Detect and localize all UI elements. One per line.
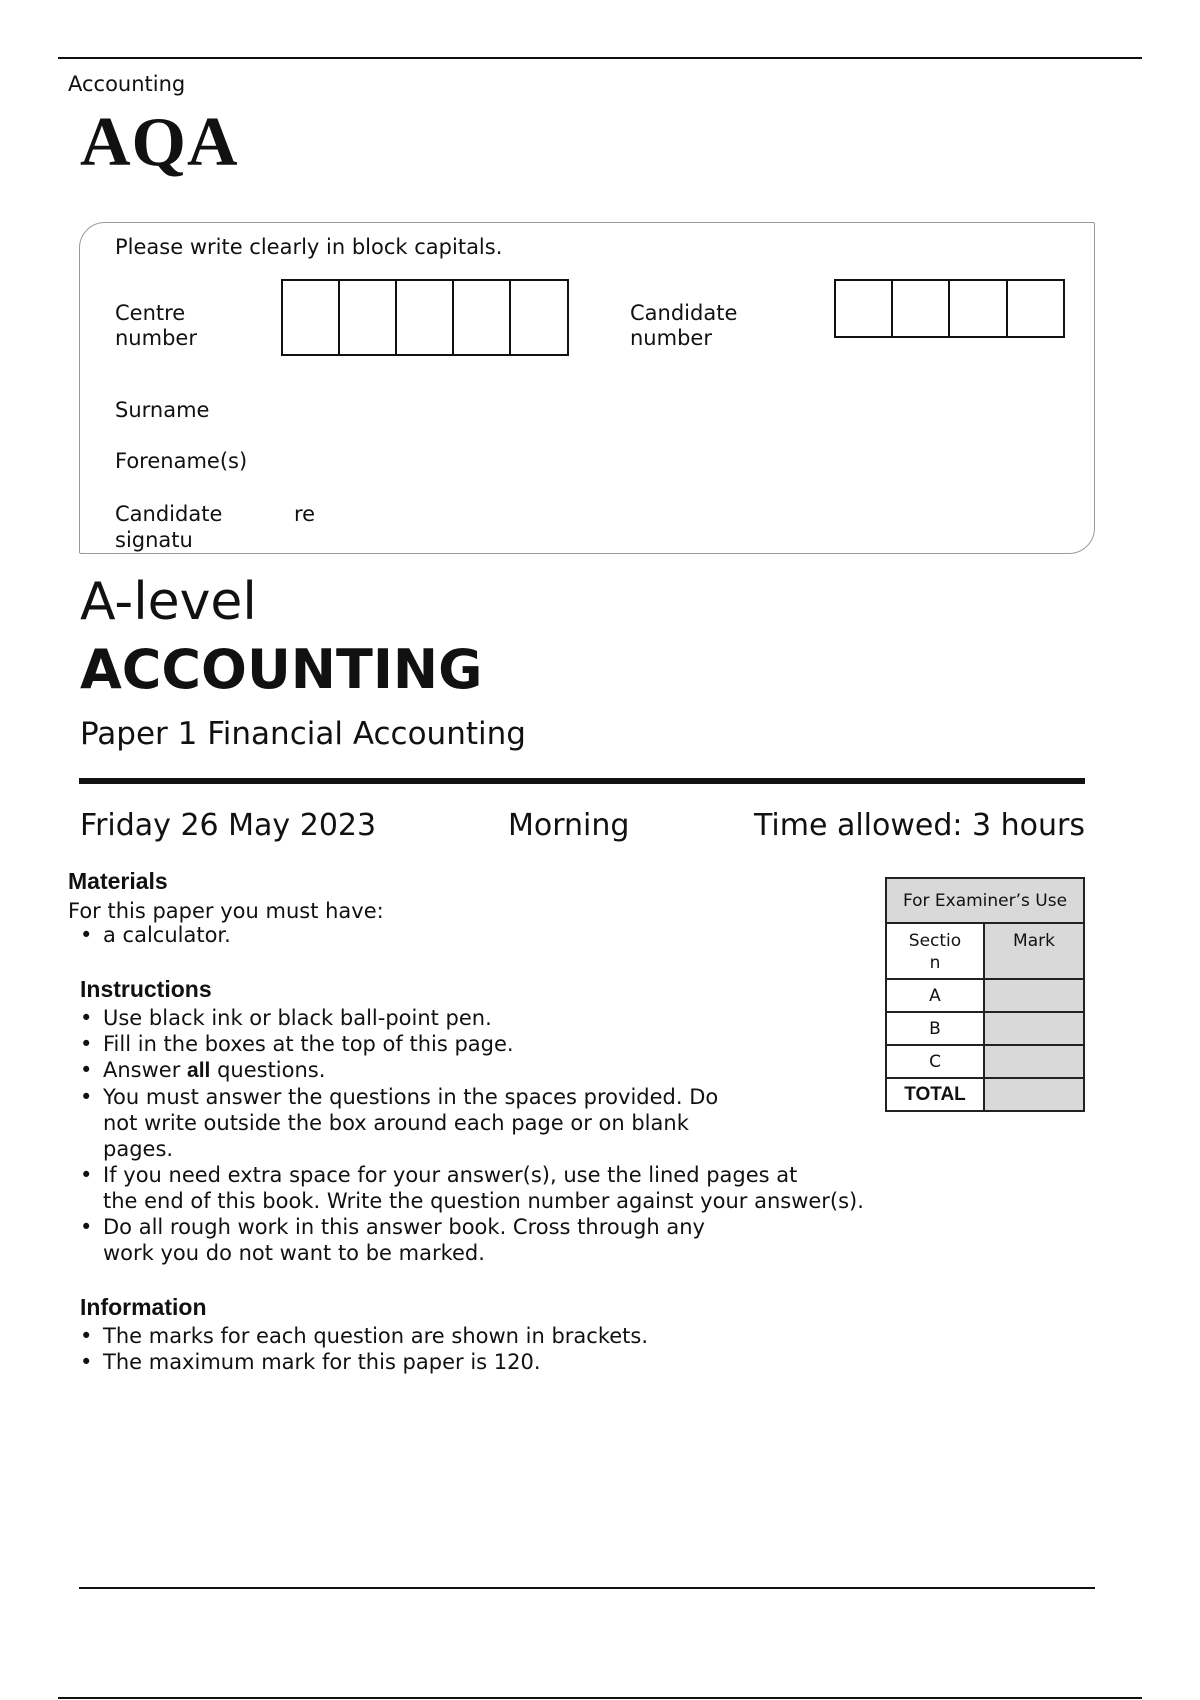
examiners-use-title: For Examiner’s Use [886, 878, 1084, 923]
signature-label: Candidate [115, 502, 223, 526]
mark-cell [984, 1045, 1084, 1078]
materials-list [68, 922, 231, 948]
candidate-number-boxes [834, 279, 1065, 338]
signature-label-fragment: re [294, 502, 316, 526]
exam-date: Friday 26 May 2023 [80, 808, 377, 843]
candidate-number-digit-box[interactable] [950, 281, 1008, 336]
centre-number-digit-box[interactable] [340, 281, 397, 354]
examiners-use-table [885, 877, 1085, 1112]
title-divider [79, 778, 1085, 784]
list-item: • Fill in the boxes at the top of this page. [68, 1031, 968, 1057]
candidate-number-digit-box[interactable] [836, 281, 893, 336]
mark-cell [984, 979, 1084, 1012]
top-rule [58, 57, 1142, 59]
information-list [68, 1323, 648, 1375]
total-mark-cell [984, 1078, 1084, 1111]
time-allowed: Time allowed: 3 hours [753, 808, 1085, 843]
exam-session: Morning [508, 808, 630, 843]
subject-title: ACCOUNTING [80, 638, 483, 701]
forenames-label: Forename(s) [115, 449, 248, 473]
qualification-level: A-level [80, 572, 257, 632]
mark-column-header: Mark [984, 923, 1084, 979]
instructions-list [68, 1005, 968, 1266]
footer-rule [79, 1587, 1095, 1589]
list-item: • The marks for each question are shown in brackets. [68, 1323, 648, 1349]
section-cell: C [886, 1045, 984, 1078]
candidate-number-digit-box[interactable] [893, 281, 950, 336]
section-cell: A [886, 979, 984, 1012]
centre-number-digit-box[interactable] [454, 281, 511, 354]
mark-cell [984, 1012, 1084, 1045]
total-label: TOTAL [886, 1078, 984, 1111]
paper-title: Paper 1 Financial Accounting [80, 716, 526, 752]
candidate-number-label: Candidate number [630, 301, 738, 350]
section-cell: B [886, 1012, 984, 1045]
bottom-rule [58, 1697, 1142, 1699]
block-capitals-instruction: Please write clearly in block capitals. [115, 235, 503, 259]
centre-number-digit-box[interactable] [511, 281, 567, 354]
surname-label: Surname [115, 398, 210, 422]
aqa-logo: AQA [80, 104, 239, 181]
list-item: • Use black ink or black ball-point pen. [68, 1005, 968, 1031]
list-item: • Do all rough work in this answer book. Cross through any work you do not want to be marked. [68, 1214, 968, 1266]
instructions-heading: Instructions [80, 976, 212, 1002]
candidate-details-box [79, 222, 1095, 554]
list-item: • You must answer the questions in the spaces provided. Do not write outside the box around each page or on blank pages. [68, 1084, 968, 1162]
materials-intro: For this paper you must have: [68, 899, 384, 923]
materials-heading: Materials [68, 868, 168, 894]
centre-number-digit-box[interactable] [397, 281, 454, 354]
information-heading: Information [80, 1294, 207, 1320]
section-column-header: Sectio n [886, 923, 984, 979]
candidate-number-digit-box[interactable] [1008, 281, 1063, 336]
running-head: Accounting [68, 72, 186, 96]
list-item: • Answer all questions. [68, 1057, 968, 1084]
centre-number-digit-box[interactable] [283, 281, 340, 354]
list-item: • a calculator. [68, 922, 231, 948]
centre-number-label: Centre number [115, 301, 197, 350]
list-item: • If you need extra space for your answer(s), use the lined pages at the end of this book. Write the question number against your answer(s). [68, 1162, 968, 1214]
list-item: • The maximum mark for this paper is 120. [68, 1349, 648, 1375]
signature-label-continued: signatu [115, 528, 193, 552]
centre-number-boxes [281, 279, 569, 356]
